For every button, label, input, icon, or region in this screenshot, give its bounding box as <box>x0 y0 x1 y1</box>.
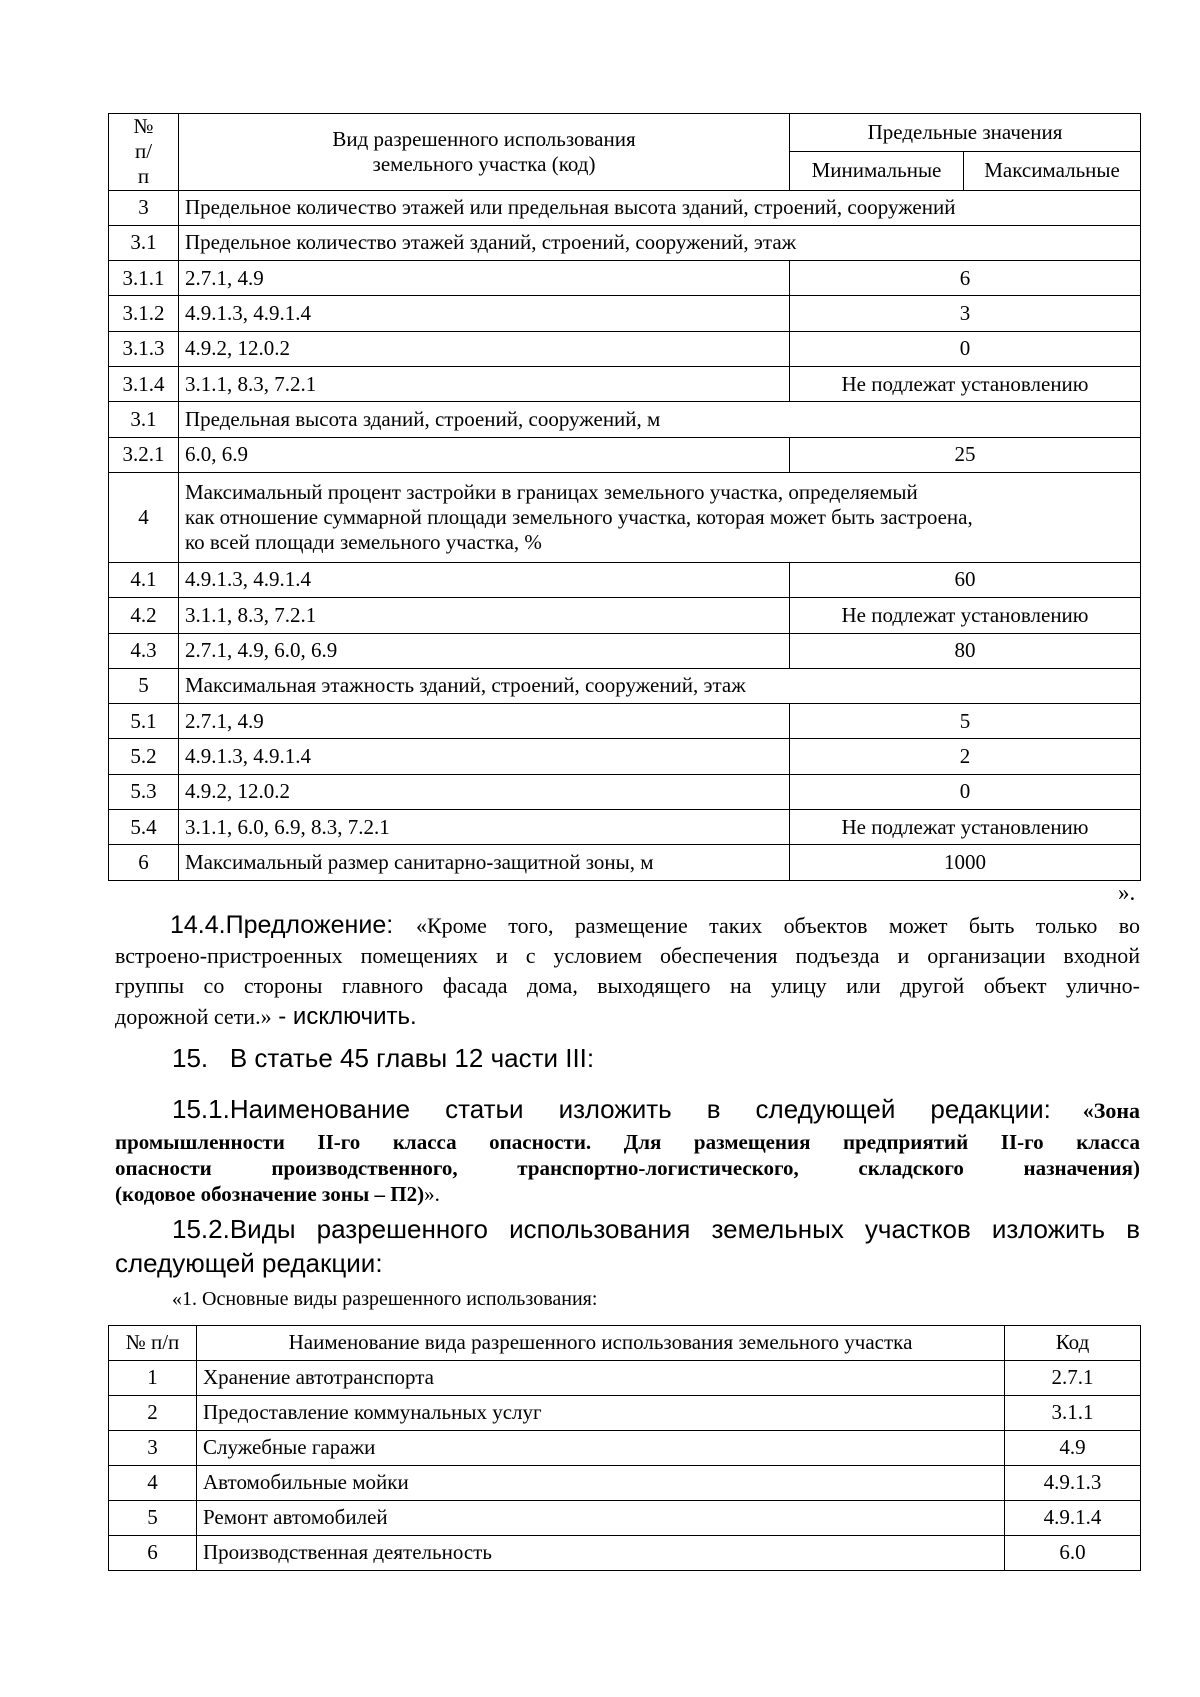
para-15-1-bold-start: «Зона <box>1082 1098 1140 1123</box>
table-row <box>109 810 1141 845</box>
row-number: 4.2 <box>109 598 179 633</box>
table-row <box>109 437 1141 472</box>
table-row <box>109 261 1141 296</box>
header-num: № п/п <box>109 114 179 191</box>
table-row <box>109 402 1141 437</box>
use-codes: 3.1.1, 8.3, 7.2.1 <box>179 367 790 402</box>
limit-value: 0 <box>790 774 1141 809</box>
table-row <box>109 774 1141 809</box>
row-number: 3.2.1 <box>109 437 179 472</box>
para-14-4-line3: группы со стороны главного фасада дома, выходящего на улицу или другой объект улично- <box>115 973 1140 998</box>
use-codes: 4.9.1.3, 4.9.1.4 <box>179 296 790 331</box>
table-row <box>109 1361 1141 1396</box>
use-code: 4.9.1.3 <box>1005 1466 1141 1501</box>
para-14-4-label: Предложение: <box>225 911 416 939</box>
para-14-4-line4 <box>115 1003 417 1031</box>
section-title: Предельное количество этажей или предельная высота зданий, строений, сооружений <box>179 190 1141 225</box>
use-codes: 2.7.1, 4.9 <box>179 704 790 739</box>
use-codes: 2.7.1, 4.9, 6.0, 6.9 <box>179 633 790 668</box>
use-code: 4.9.1.4 <box>1005 1501 1141 1536</box>
para-15-1-bold-last: (кодовое обозначение зоны – П2) <box>115 1182 425 1206</box>
para-15: 15. В статье 45 главы 12 части III: <box>172 1043 595 1073</box>
limits-table-body <box>109 190 1141 880</box>
closing-quote: ». <box>1118 880 1136 905</box>
use-codes: 4.9.1.3, 4.9.1.4 <box>179 562 790 597</box>
use-codes: Максимальный размер санитарно-защитной зоны, м <box>179 845 790 880</box>
row-number: 3.1 <box>109 402 179 437</box>
row-number: 4 <box>109 1466 197 1501</box>
header-max: Максимальные <box>964 152 1141 190</box>
header-min: Минимальные <box>790 152 964 190</box>
header-limits: Предельные значения <box>790 114 1141 152</box>
para-15-2-line2: следующей редакции: <box>115 1248 383 1278</box>
row-number: 3.1.1 <box>109 261 179 296</box>
para-15-1-line4 <box>115 1182 440 1207</box>
para-14-4-num: 14.4. <box>170 911 226 939</box>
para-14-4-line1 <box>170 911 1140 940</box>
limit-value: 3 <box>790 296 1141 331</box>
use-codes: 3.1.1, 8.3, 7.2.1 <box>179 598 790 633</box>
use-code: 3.1.1 <box>1005 1396 1141 1431</box>
row-number: 3.1 <box>109 225 179 260</box>
use-codes: 2.7.1, 4.9 <box>179 261 790 296</box>
use-codes: 4.9.2, 12.0.2 <box>179 331 790 366</box>
row-number: 5.1 <box>109 704 179 739</box>
row-number: 4.3 <box>109 633 179 668</box>
row-number: 4 <box>109 472 179 562</box>
limit-value: Не подлежат установлению <box>790 598 1141 633</box>
row-number: 5.4 <box>109 810 179 845</box>
table-row <box>109 1501 1141 1536</box>
header-type: Вид разрешенного использования земельного участка (код) <box>179 114 790 191</box>
section-title-line: Максимальный процент застройки в границах земельного участка, определяемый <box>185 479 918 504</box>
t2-header-name: Наименование вида разрешенного использования земельного участка <box>197 1326 1005 1361</box>
use-name: Ремонт автомобилей <box>197 1501 1005 1536</box>
table-row <box>109 190 1141 225</box>
limit-value: 5 <box>790 704 1141 739</box>
table-row <box>109 367 1141 402</box>
table-row <box>109 1431 1141 1466</box>
section-title <box>179 472 1141 562</box>
limit-value: 0 <box>790 331 1141 366</box>
use-codes: 4.9.2, 12.0.2 <box>179 774 790 809</box>
table-row <box>109 296 1141 331</box>
t2-header-num: № п/п <box>109 1326 197 1361</box>
para-15-1-end: ». <box>424 1182 440 1206</box>
use-code: 4.9 <box>1005 1431 1141 1466</box>
table-row <box>109 633 1141 668</box>
para-14-4-last: дорожной сети.» <box>115 1004 272 1029</box>
section-title-line: ко всей площади земельного участка, % <box>185 530 542 555</box>
use-name: Производственная деятельность <box>197 1536 1005 1571</box>
limit-value: 25 <box>790 437 1141 472</box>
row-number: 6 <box>109 845 179 880</box>
table-row <box>109 1396 1141 1431</box>
use-name: Хранение автотранспорта <box>197 1361 1005 1396</box>
para-15-1-lead: 15.1.Наименование статьи изложить в следующей редакции: <box>172 1094 1051 1124</box>
row-number: 3.1.2 <box>109 296 179 331</box>
row-number: 2 <box>109 1396 197 1431</box>
limit-value: Не подлежат установлению <box>790 810 1141 845</box>
limits-table <box>108 113 1141 881</box>
para-14-4-action: - исключить. <box>271 1003 417 1030</box>
use-code: 2.7.1 <box>1005 1361 1141 1396</box>
use-codes: 4.9.1.3, 4.9.1.4 <box>179 739 790 774</box>
table-row <box>109 1466 1141 1501</box>
table-row <box>109 704 1141 739</box>
row-number: 3.1.4 <box>109 367 179 402</box>
limit-value: 60 <box>790 562 1141 597</box>
t2-header-code: Код <box>1005 1326 1141 1361</box>
use-name: Предоставление коммунальных услуг <box>197 1396 1005 1431</box>
table-row <box>109 845 1141 880</box>
section-title: Предельная высота зданий, строений, сооружений, м <box>179 402 1141 437</box>
section-title: Предельное количество этажей зданий, строений, сооружений, этаж <box>179 225 1141 260</box>
use-code: 6.0 <box>1005 1536 1141 1571</box>
row-number: 3 <box>109 1431 197 1466</box>
use-codes: 6.0, 6.9 <box>179 437 790 472</box>
table-row <box>109 562 1141 597</box>
table-row <box>109 331 1141 366</box>
limit-value: 80 <box>790 633 1141 668</box>
row-number: 5.3 <box>109 774 179 809</box>
para-14-4-text: «Кроме того, размещение таких объектов может быть только во <box>415 913 1141 938</box>
row-number: 5 <box>109 668 179 703</box>
row-number: 6 <box>109 1536 197 1571</box>
section-title: Максимальная этажность зданий, строений, сооружений, этаж <box>179 668 1141 703</box>
use-name: Служебные гаражи <box>197 1431 1005 1466</box>
section-title-line: как отношение суммарной площади земельного участка, которая может быть застроена, <box>185 504 973 529</box>
limit-value: 6 <box>790 261 1141 296</box>
permitted-uses-table <box>108 1325 1141 1571</box>
permitted-uses-body <box>109 1361 1141 1571</box>
row-number: 3.1.3 <box>109 331 179 366</box>
table-row <box>109 739 1141 774</box>
table-row <box>109 472 1141 562</box>
para-15-2-line1: 15.2.Виды разрешенного использования земельных участков изложить в <box>172 1214 1140 1244</box>
para-15-1-line2: промышленности II-го класса опасности. Для размещения предприятий II-го класса <box>115 1130 1140 1154</box>
table-row <box>109 225 1141 260</box>
para-15-1-line3: опасности производственного, транспортно-логистического, складского назначения) <box>115 1156 1140 1180</box>
row-number: 4.1 <box>109 562 179 597</box>
limit-value: 2 <box>790 739 1141 774</box>
para-14-4-line2: встроено-пристроенных помещениях и с условием обеспечения подъезда и организации входной <box>115 943 1140 968</box>
table-row <box>109 1536 1141 1571</box>
table-row <box>109 668 1141 703</box>
use-codes: 3.1.1, 6.0, 6.9, 8.3, 7.2.1 <box>179 810 790 845</box>
row-number: 5 <box>109 1501 197 1536</box>
limit-value: 1000 <box>790 845 1141 880</box>
list-intro: «1. Основные виды разрешенного использования: <box>172 1288 598 1310</box>
limit-value: Не подлежат установлению <box>790 367 1141 402</box>
para-15-1-line1 <box>172 1094 1140 1125</box>
row-number: 1 <box>109 1361 197 1396</box>
use-name: Автомобильные мойки <box>197 1466 1005 1501</box>
row-number: 5.2 <box>109 739 179 774</box>
row-number: 3 <box>109 190 179 225</box>
table-row <box>109 598 1141 633</box>
